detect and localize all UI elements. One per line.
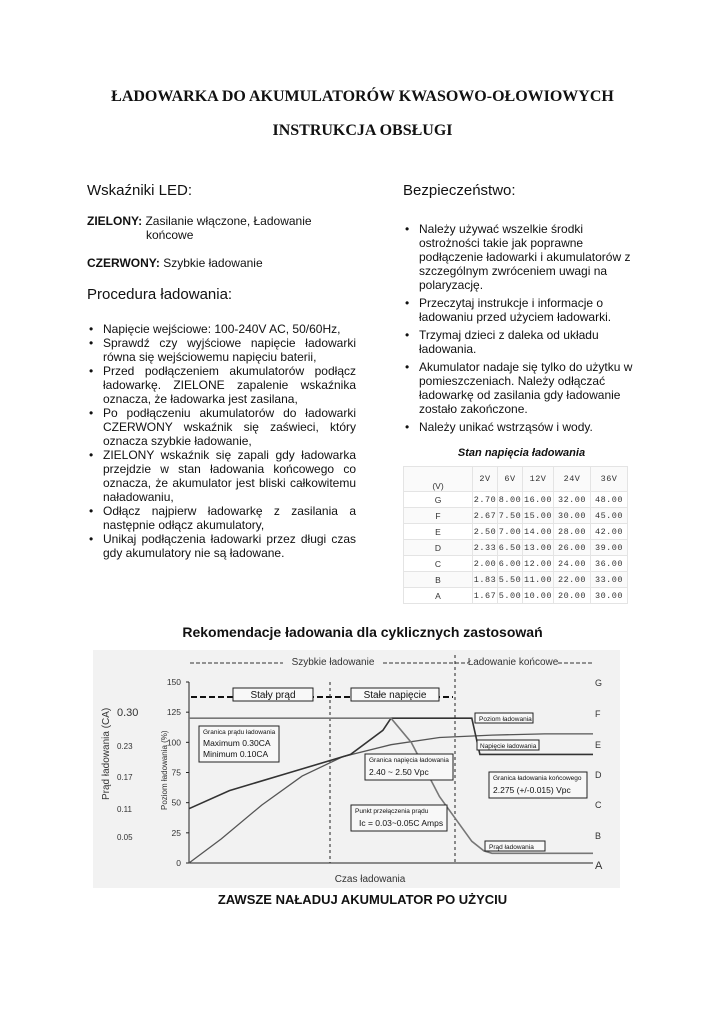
current-limit-title: Granica prądu ładowania xyxy=(203,729,276,736)
column-header: 6V xyxy=(498,467,523,492)
table-cell: 48.00 xyxy=(591,492,628,508)
unit-label: (V) xyxy=(404,467,473,492)
y-inner-tick-label: 50 xyxy=(171,797,181,808)
table-row xyxy=(404,492,628,508)
y-inner-tick-label: 150 xyxy=(166,677,181,687)
row-label: F xyxy=(404,508,473,524)
table-row xyxy=(404,524,628,540)
table-cell: 2.70 xyxy=(473,492,498,508)
led-red-label: CZERWONY: xyxy=(87,256,160,270)
led-red-text: Szybkie ładowanie xyxy=(163,256,263,270)
table-cell: 6.00 xyxy=(498,556,523,572)
table-cell: 45.00 xyxy=(591,508,628,524)
const-current-label: Stały prąd xyxy=(250,690,296,701)
table-cell: 5.00 xyxy=(498,588,523,604)
switch-point-title: Punkt przełączenia prądu xyxy=(355,808,429,815)
table-cell: 2.33 xyxy=(473,540,498,556)
table-cell: 11.00 xyxy=(523,572,554,588)
table-cell: 12.00 xyxy=(523,556,554,572)
final-limit-value: 2.275 (+/-0.015) Vpc xyxy=(493,785,571,795)
column-header: 12V xyxy=(523,467,554,492)
y-inner-tick-label: 125 xyxy=(166,707,181,718)
safety-heading: Bezpieczeństwo: xyxy=(403,182,516,199)
x-axis-label: Czas ładowania xyxy=(334,874,406,885)
column-header: 24V xyxy=(554,467,591,492)
procedure-item: • Sprawdź czy wyjściowe napięcie ładowarki równa się wejściowemu napięciu baterii, xyxy=(87,336,356,364)
safety-item: • Należy używać wszelkie środki ostrożności takie jak poprawne podłączenie ładowarki i akumulatorów z szczególnym zwróceniem uwagi na polaryzację. xyxy=(403,222,643,292)
table-cell: 39.00 xyxy=(591,540,628,556)
y-inner-tick-label: 75 xyxy=(171,767,181,778)
safety-item: • Należy unikać wstrząsów i wody. xyxy=(403,420,643,434)
table-cell: 30.00 xyxy=(591,588,628,604)
chart-panel xyxy=(93,650,620,888)
footer-warning: ZAWSZE NAŁADUJ AKUMULATOR PO UŻYCIU xyxy=(217,892,508,907)
table-cell: 7.00 xyxy=(498,524,523,540)
y-right-tick-label: B xyxy=(595,831,602,841)
region-fast-label: Szybkie ładowanie xyxy=(291,657,375,668)
led-green-row xyxy=(87,214,377,228)
table-cell: 28.00 xyxy=(554,524,591,540)
voltage-table xyxy=(403,466,628,604)
y-right-tick-label: G xyxy=(595,678,603,688)
procedure-item: • Przed podłączeniem akumulatorów podłącz ładowarkę. ZIELONE zapalenie wskaźnika oznacza, że ładowarka jest zasilana, xyxy=(87,364,356,406)
region-final-label: Ładowanie końcowe xyxy=(467,657,559,668)
row-label: C xyxy=(404,556,473,572)
y-right-tick-label: A xyxy=(595,860,603,872)
procedure-item: • Unikaj podłączenia ładowarki przez długi czas gdy akumulatory nie są ładowane. xyxy=(87,532,356,560)
level-label: Poziom ładowania xyxy=(479,716,532,723)
y-outer-tick-label: 0.23 xyxy=(117,742,133,751)
y-outer-tick-label: 0.30 xyxy=(117,707,139,719)
table-row xyxy=(404,540,628,556)
y-inner-tick-label: 100 xyxy=(166,737,181,748)
procedure-list xyxy=(87,322,356,560)
table-cell: 13.00 xyxy=(523,540,554,556)
table-cell: 6.50 xyxy=(498,540,523,556)
safety-item: • Akumulator nadaje się tylko do użytku w pomieszczeniach. Należy odłączać ładowarkę od zasilania gdy ładowanie zostało zakończone. xyxy=(403,360,643,416)
table-cell: 20.00 xyxy=(554,588,591,604)
safety-list xyxy=(403,222,643,438)
table-cell: 32.00 xyxy=(554,492,591,508)
procedure-item: • Po podłączeniu akumulatorów do ładowarki CZERWONY wskaźnik się zaświeci, który oznacza szybkie ładowanie, xyxy=(87,406,356,448)
y-inner-tick-label: 0 xyxy=(176,858,181,868)
table-cell: 5.50 xyxy=(498,572,523,588)
y-inner-label: Poziom ładowania (%) xyxy=(160,730,169,810)
table-cell: 8.00 xyxy=(498,492,523,508)
table-row xyxy=(404,572,628,588)
y-right-tick-label: D xyxy=(595,770,602,780)
led-green-label: ZIELONY: xyxy=(87,214,143,228)
y-outer-tick-label: 0.05 xyxy=(117,833,133,842)
const-voltage-label: Stałe napięcie xyxy=(363,690,427,701)
switch-point-value: Ic = 0.03~0.05C Amps xyxy=(359,818,444,828)
safety-item: • Trzymaj dzieci z daleka od układu ładowania. xyxy=(403,328,643,356)
voltage-limit-title: Granica napięcia ładowania xyxy=(369,757,449,764)
table-cell: 30.00 xyxy=(554,508,591,524)
procedure-item: • ZIELONY wskaźnik się zapali gdy ładowarka przejdzie w stan ładowania końcowego co oznacza, że akumulator jest bliski całkowitemu naładowaniu, xyxy=(87,448,356,504)
table-cell: 14.00 xyxy=(523,524,554,540)
table-cell: 2.50 xyxy=(473,524,498,540)
table-cell: 2.00 xyxy=(473,556,498,572)
table-cell: 2.67 xyxy=(473,508,498,524)
column-header: 2V xyxy=(473,467,498,492)
led-red-row xyxy=(87,256,377,270)
table-cell: 24.00 xyxy=(554,556,591,572)
table-row xyxy=(404,588,628,604)
table-cell: 15.00 xyxy=(523,508,554,524)
procedure-heading: Procedura ładowania: xyxy=(87,286,233,303)
table-row xyxy=(404,556,628,572)
charging-chart xyxy=(93,650,620,888)
table-cell: 1.83 xyxy=(473,572,498,588)
led-heading: Wskaźniki LED: xyxy=(87,182,193,199)
table-cell: 1.67 xyxy=(473,588,498,604)
column-header: 36V xyxy=(591,467,628,492)
table-cell: 22.00 xyxy=(554,572,591,588)
row-label: A xyxy=(404,588,473,604)
y-outer-tick-label: 0.17 xyxy=(117,773,133,782)
table-cell: 33.00 xyxy=(591,572,628,588)
document-subtitle: INSTRUKCJA OBSŁUGI xyxy=(272,122,453,139)
y-right-tick-label: C xyxy=(595,800,602,810)
current-limit-min: Minimum 0.10CA xyxy=(203,749,269,759)
voltage-limit-value: 2.40 ~ 2.50 Vpc xyxy=(369,767,429,777)
row-label: B xyxy=(404,572,473,588)
table-header-row xyxy=(404,467,628,492)
y-outer-label: Prąd ładowania (CA) xyxy=(101,707,112,800)
table-cell: 16.00 xyxy=(523,492,554,508)
safety-item: • Przeczytaj instrukcje i informacje o ładowaniu przed użyciem ładowarki. xyxy=(403,296,643,324)
voltage-table-caption: Stan napięcia ładowania xyxy=(457,447,586,459)
y-right-tick-label: F xyxy=(595,709,601,719)
table-row xyxy=(404,508,628,524)
row-label: E xyxy=(404,524,473,540)
table-cell: 26.00 xyxy=(554,540,591,556)
voltage-label: Napięcie ładowania xyxy=(480,743,537,750)
current-limit-max: Maximum 0.30CA xyxy=(203,738,271,748)
procedure-item: • Odłącz najpierw ładowarkę z zasilania a następnie odłącz akumulatory, xyxy=(87,504,356,532)
current-label: Prąd ładowania xyxy=(489,844,534,851)
led-green-text-2: końcowe xyxy=(146,228,194,242)
table-cell: 42.00 xyxy=(591,524,628,540)
row-label: G xyxy=(404,492,473,508)
document-title: ŁADOWARKA DO AKUMULATORÓW KWASOWO-OŁOWIOWYCH xyxy=(111,88,614,105)
chart-heading: Rekomendacje ładowania dla cyklicznych zastosowań xyxy=(182,624,543,640)
led-green-text-1: Zasilanie włączone, Ładowanie xyxy=(145,214,312,228)
row-label: D xyxy=(404,540,473,556)
subregion-labels xyxy=(191,688,453,701)
y-right-tick-label: E xyxy=(595,740,602,750)
final-limit-title: Granica ładowania końcowego xyxy=(493,775,582,782)
table-cell: 7.50 xyxy=(498,508,523,524)
table-cell: 36.00 xyxy=(591,556,628,572)
procedure-item: • Napięcie wejściowe: 100-240V AC, 50/60Hz, xyxy=(87,322,356,336)
y-outer-tick-label: 0.11 xyxy=(117,805,132,814)
y-inner-tick-label: 25 xyxy=(171,827,181,838)
table-cell: 10.00 xyxy=(523,588,554,604)
